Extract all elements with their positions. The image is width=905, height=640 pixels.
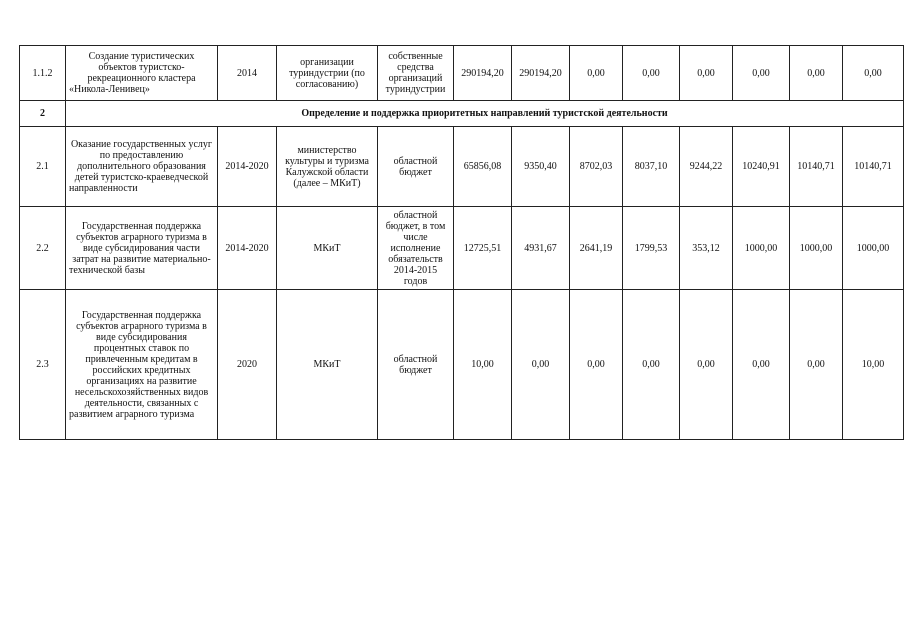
measure-name: Государственная поддержка субъектов аграрного туризма в виде субсидирования процентных ставок по привлеченным кредитам в российских кредитных организациях на развитие несельскохозяйственных видов деятельности, связанных с развитием аграрного туризма (66, 290, 218, 440)
table-row (20, 127, 904, 207)
value-2019: 0,00 (790, 46, 843, 101)
value-2019: 10140,71 (790, 127, 843, 207)
value-2020: 10140,71 (843, 127, 904, 207)
value-total: 10,00 (454, 290, 512, 440)
value-2019: 0,00 (790, 290, 843, 440)
value-2017: 0,00 (680, 46, 733, 101)
value-2018: 1000,00 (733, 207, 790, 290)
value-2019: 1000,00 (790, 207, 843, 290)
funding-source-cell: собственные средства организаций туриндустрии (378, 46, 454, 101)
table-row (20, 207, 904, 290)
value-2018: 0,00 (733, 46, 790, 101)
value-2020: 10,00 (843, 290, 904, 440)
value-2016: 1799,53 (623, 207, 680, 290)
value-2016: 0,00 (623, 46, 680, 101)
value-2014: 4931,67 (512, 207, 570, 290)
executor-cell: МКиТ (277, 290, 378, 440)
value-2018: 10240,91 (733, 127, 790, 207)
table-row (20, 46, 904, 101)
value-2015: 8702,03 (570, 127, 623, 207)
value-2017: 9244,22 (680, 127, 733, 207)
value-2014: 0,00 (512, 290, 570, 440)
executor-cell: организации туриндустрии (по согласованию) (277, 46, 378, 101)
funding-source-cell: областной бюджет (378, 127, 454, 207)
period-cell: 2014 (218, 46, 277, 101)
section-title: Определение и поддержка приоритетных направлений туристской деятельности (66, 101, 904, 127)
value-total: 65856,08 (454, 127, 512, 207)
funding-source-cell: областной бюджет, в том числе исполнение обязательств 2014-2015 годов (378, 207, 454, 290)
value-2015: 0,00 (570, 46, 623, 101)
executor-cell: МКиТ (277, 207, 378, 290)
value-2020: 1000,00 (843, 207, 904, 290)
value-2016: 8037,10 (623, 127, 680, 207)
section-code: 2 (20, 101, 66, 127)
executor-cell: министерство культуры и туризма Калужской области (далее – МКиТ) (277, 127, 378, 207)
table-row (20, 290, 904, 440)
value-total: 12725,51 (454, 207, 512, 290)
value-2017: 353,12 (680, 207, 733, 290)
value-2018: 0,00 (733, 290, 790, 440)
row-code: 1.1.2 (20, 46, 66, 101)
section-row (20, 101, 904, 127)
value-2015: 2641,19 (570, 207, 623, 290)
value-total: 290194,20 (454, 46, 512, 101)
row-code: 2.1 (20, 127, 66, 207)
period-cell: 2020 (218, 290, 277, 440)
value-2014: 290194,20 (512, 46, 570, 101)
measure-name: Оказание государственных услуг по предоставлению дополнительного образования детей туристско-краеведческой направленности (66, 127, 218, 207)
value-2020: 0,00 (843, 46, 904, 101)
period-cell: 2014-2020 (218, 207, 277, 290)
funding-source-cell: областной бюджет (378, 290, 454, 440)
value-2015: 0,00 (570, 290, 623, 440)
value-2017: 0,00 (680, 290, 733, 440)
period-cell: 2014-2020 (218, 127, 277, 207)
row-code: 2.2 (20, 207, 66, 290)
value-2016: 0,00 (623, 290, 680, 440)
measure-name: Создание туристических объектов туристско-рекреационного кластера «Никола-Ленивец» (66, 46, 218, 101)
row-code: 2.3 (20, 290, 66, 440)
measure-name: Государственная поддержка субъектов аграрного туризма в виде субсидирования части затрат на развитие материально-технической базы (66, 207, 218, 290)
value-2014: 9350,40 (512, 127, 570, 207)
program-measures-table (19, 45, 904, 440)
